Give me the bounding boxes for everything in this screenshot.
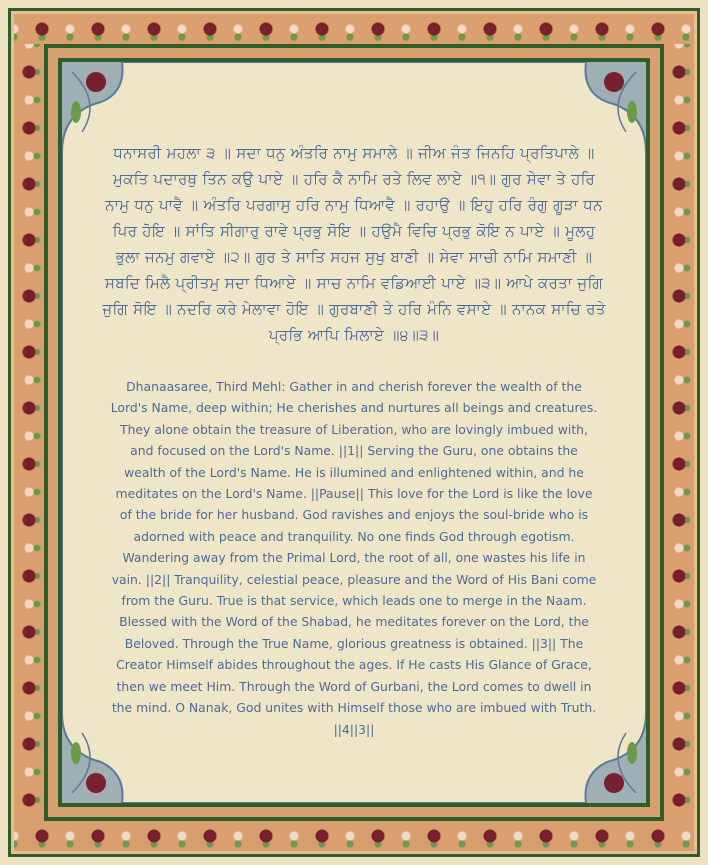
floral-border-bottom bbox=[14, 821, 694, 851]
english-translation: Dhanaasaree, Third Mehl: Gather in and cherish forever the wealth of the Lord's Name, deep within; He cherishes and nurtures all beings and creatures. They alone obtain the treasure of Liberation, who are lovingly imbued with, and focused on the Lord's Name. ||1|| Serving the Guru, one obtains the wealth of the Lord's Name. He is illumined and enlightened within, and he meditates on the Lord's Name. ||Pause|| This love for the Lord is like the love of the bride for her husband. God ravishes and enjoys the soul-bride who is adorned with peace and tranquility. No one finds God through egotism. Wandering away from the Primal Lord, the root of all, one wastes his life in vain. ||2|| Tranquility, celestial peace, pleasure and the Word of His Bani come from the Guru. True is that service, which leads one to merge in the Naam. Blessed with the Word of the Shabad, he meditates forever on the Lord, the Beloved. Through the True Name, glorious greatness is obtained. ||3|| The Creator Himself abides throughout the ages. If He casts His Glance of Grace, then we meet Him. Through the Word of Gurbani, the Lord comes to dwell in the mind. O Nanak, God unites with Himself those who are imbued with Truth. ||4||3|| bbox=[110, 379, 598, 737]
floral-border-right bbox=[664, 44, 694, 821]
floral-border-top bbox=[14, 14, 694, 44]
floral-border-left bbox=[14, 44, 44, 821]
gurmukhi-verse: ਧਨਾਸਰੀ ਮਹਲਾ ੩ ॥ ਸਦਾ ਧਨੁ ਅੰਤਰਿ ਨਾਮੁ ਸਮਾਲੇ ॥ ਜੀਅ ਜੰਤ ਜਿਨਹਿ ਪ੍ਰਤਿਪਾਲੇ ॥ ਮੁਕਤਿ ਪਦਾਰਥੁ ਤਿਨ ਕਉ ਪਾਏ ॥ ਹਰਿ ਕੈ ਨਾਮਿ ਰਤੇ ਲਿਵ ਲਾਏ ॥੧॥ ਗੁਰ ਸੇਵਾ ਤੇ ਹਰਿ ਨਾਮੁ ਧਨੁ ਪਾਵੈ ॥ ਅੰਤਰਿ ਪਰਗਾਸੁ ਹਰਿ ਨਾਮੁ ਧਿਆਵੈ ॥ ਰਹਾਉ ॥ ਇਹੁ ਹਰਿ ਰੰਗੁ ਗੂੜਾ ਧਨ ਪਿਰ ਹੋਇ ॥ ਸਾਂਤਿ ਸੀਗਾਰੁ ਰਾਵੇ ਪ੍ਰਭੁ ਸੋਇ ॥ ਹਉਮੈ ਵਿਚਿ ਪ੍ਰਭੁ ਕੋਇ ਨ ਪਾਏ ॥ ਮੂਲਹੁ ਭੁਲਾ ਜਨਮੁ ਗਵਾਏ ॥੨॥ ਗੁਰ ਤੇ ਸਾਤਿ ਸਹਜ ਸੁਖੁ ਬਾਣੀ ॥ ਸੇਵਾ ਸਾਚੀ ਨਾਮਿ ਸਮਾਣੀ ॥ ਸਬਦਿ ਮਿਲੈ ਪ੍ਰੀਤਮੁ ਸਦਾ ਧਿਆਏ ॥ ਸਾਚ ਨਾਮਿ ਵਡਿਆਈ ਪਾਏ ॥੩॥ ਆਪੇ ਕਰਤਾ ਜੁਗਿ ਜੁਗਿ ਸੋਇ ॥ ਨਦਰਿ ਕਰੇ ਮੇਲਾਵਾ ਹੋਇ ॥ ਗੁਰਬਾਣੀ ਤੇ ਹਰਿ ਮੰਨਿ ਵਸਾਏ ॥ ਨਾਨਕ ਸਾਚਿ ਰਤੇ ਪ੍ਰਭਿ ਆਪਿ ਮਿਲਾਏ ॥੪॥੩॥ bbox=[102, 144, 606, 344]
